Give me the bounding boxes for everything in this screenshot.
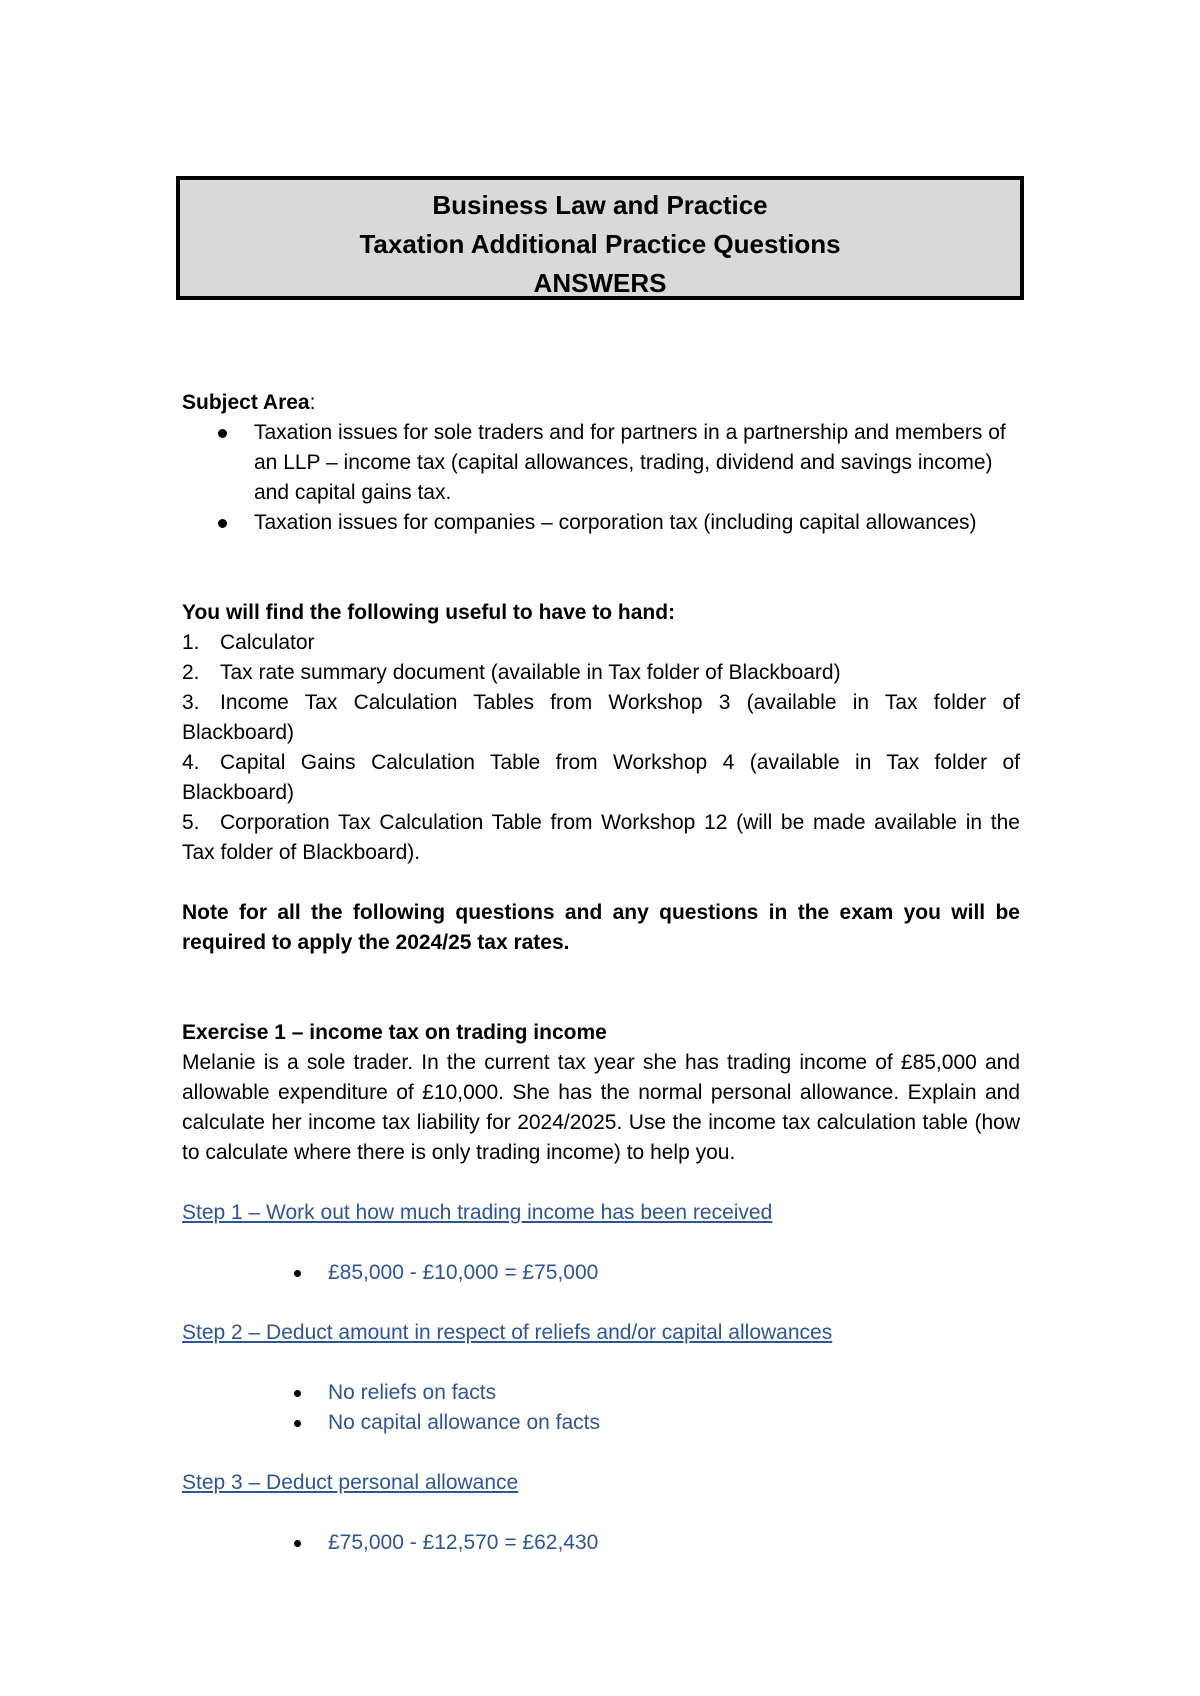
bullet-icon — [294, 1270, 301, 1277]
step-1-answers — [182, 1258, 1020, 1288]
step-2-answers — [182, 1378, 1020, 1438]
subject-area-list — [182, 418, 1020, 538]
step-3-answers — [182, 1528, 1020, 1558]
step-1-heading: Step 1 – Work out how much trading income has been received — [182, 1201, 773, 1224]
useful-item-2: 2. Tax rate summary document (available in Tax folder of Blackboard) — [182, 661, 841, 684]
useful-item-5: 5. Corporation Tax Calculation Table from Workshop 12 (will be made available in the Tax folder of Blackboard). — [182, 811, 1020, 864]
step-3-heading: Step 3 – Deduct personal allowance — [182, 1471, 519, 1494]
answers-label: ANSWERS — [533, 268, 667, 298]
useful-item-3: 3. Income Tax Calculation Tables from Workshop 3 (available in Tax folder of Blackboard) — [182, 691, 1020, 744]
useful-items-heading: You will find the following useful to have to hand: — [182, 601, 676, 624]
list-item: £85,000 - £10,000 = £75,000 — [182, 1258, 1020, 1288]
bullet-icon — [294, 1540, 301, 1547]
document-title-box — [176, 176, 1024, 300]
bullet-icon — [294, 1420, 301, 1427]
bullet-icon — [218, 519, 227, 528]
exercise-1-body: Melanie is a sole trader. In the current tax year she has trading income of £85,000 and allowable expenditure of £10,000. She has the normal personal allowance. Explain and calculate her income tax liability for 2024/2025. Use the income tax calculation table (how to calculate where there is only trading income) to help you. — [182, 1051, 1020, 1164]
list-item: Taxation issues for sole traders and for partners in a partnership and members of an LLP – income tax (capital allowances, trading, dividend and savings income) and capital gains tax. — [182, 418, 1020, 508]
list-item: Taxation issues for companies – corporation tax (including capital allowances) — [182, 508, 1020, 538]
list-item: No capital allowance on facts — [182, 1408, 1020, 1438]
useful-item-1: 1. Calculator — [182, 631, 315, 654]
document-body — [182, 388, 1020, 1558]
list-item: £75,000 - £12,570 = £62,430 — [182, 1528, 1020, 1558]
exercise-1-heading: Exercise 1 – income tax on trading income — [182, 1021, 607, 1044]
subject-area-heading: Subject Area: — [182, 391, 316, 414]
useful-item-4: 4. Capital Gains Calculation Table from Workshop 4 (available in Tax folder of Blackboard) — [182, 751, 1020, 804]
list-item: No reliefs on facts — [182, 1378, 1020, 1408]
step-2-heading: Step 2 – Deduct amount in respect of reliefs and/or capital allowances — [182, 1321, 833, 1344]
bullet-icon — [218, 429, 227, 438]
tax-rates-note: Note for all the following questions and any questions in the exam you will be required to apply the 2024/25 tax rates. — [182, 901, 1020, 954]
course-title: Business Law and Practice — [432, 190, 768, 220]
bullet-icon — [294, 1390, 301, 1397]
document-subtitle: Taxation Additional Practice Questions — [359, 229, 841, 259]
